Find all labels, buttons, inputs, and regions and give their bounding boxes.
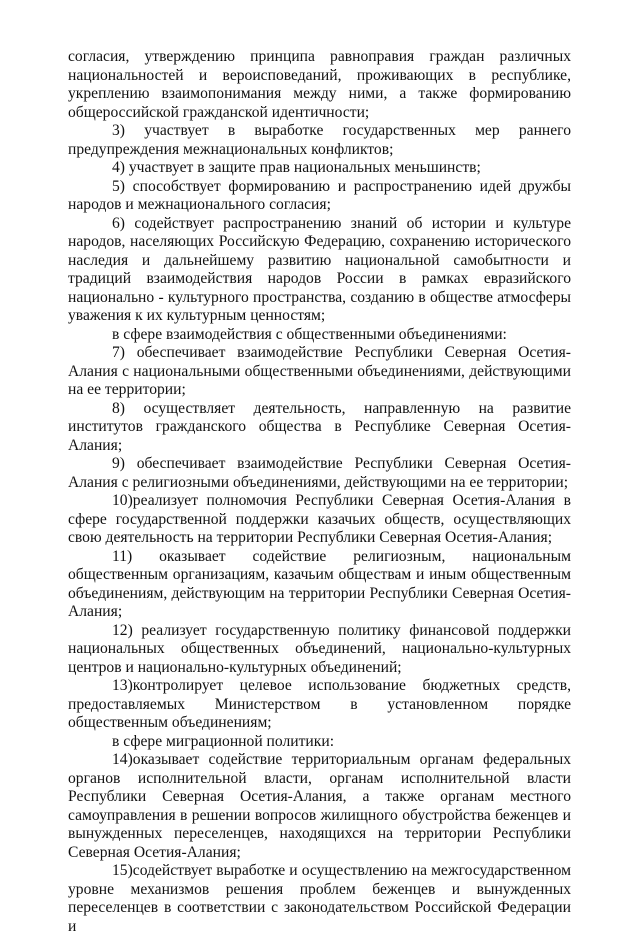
paragraph-item-8: 8) осуществляет деятельность, направленную на развитие институтов гражданского общества в Республике Северная Осетия-Алания; — [68, 399, 571, 454]
paragraph-item-5: 5) способствует формированию и распространению идей дружбы народов и межнационального согласия; — [68, 177, 571, 213]
paragraph-item-15: 15)содействует выработке и осуществлению на межгосударственном уровне механизмов решения проблем беженцев и вынужденных переселенцев в соответствии с законодательством Российской Федерации и — [68, 862, 571, 935]
paragraph-item-4: 4) участвует в защите прав национальных меньшинств; — [112, 159, 481, 176]
paragraph-item-10: 10)реализует полномочия Республики Северная Осетия-Алания в сфере государственной поддержки казачьих обществ, осуществляющих свою деятельность на территории Республики Северная Осетия-Алания; — [68, 492, 571, 546]
paragraph-item-14: 14)оказывает содействие территориальным органам федеральных органов исполнительной власти, органам исполнительной власти Республики Северная Осетия-Алания, а также органам местного самоуправления в решении вопросов жилищного обустройства беженцев и вынужденных переселенцев, находящихся на территории Республики Северная Осетия-Алания; — [68, 751, 571, 861]
paragraph-item-7: 7) обеспечивает взаимодействие Республики Северная Осетия-Алания с национальными общественными объединениями, действующими на ее территории; — [68, 344, 571, 398]
paragraph-item-9: 9) обеспечивает взаимодействие Республики Северная Осетия-Алания с религиозными объединениями, действующими на ее территории; — [68, 455, 571, 491]
paragraph-continuation: согласия, утверждению принципа равноправия граждан различных национальностей и вероисповеданий, проживающих в республике, укреплению взаимопонимания между ними, а также формированию общероссийской гражданской идентичности; — [68, 48, 571, 121]
paragraph-item-12: 12) реализует государственную политику финансовой поддержки национальных общественных объединений, национально-культурных центров и национально-культурных объединений; — [68, 621, 571, 676]
section-heading-migration-policy: в сфере миграционной политики: — [112, 732, 335, 750]
paragraph-item-3: 3) участвует в выработке государственных мер раннего предупреждения межнациональных конфликтов; — [68, 122, 571, 158]
paragraph-item-6: 6) содействует распространению знаний об истории и культуре народов, населяющих Российскую Федерацию, сохранению исторического наследия и дальнейшему развитию национальной самобытности и традиций взаимодействия народов России в рамках евразийского национально - культурного пространства, созданию в обществе атмосферы уважения к их культурным ценностям; — [68, 214, 571, 324]
document-page — [68, 48, 571, 936]
paragraph-item-11: 11) оказывает содействие религиозным, национальным общественным организациям, казачьим обществам и иным общественным объединениям, действующим на территории Республики Северная Осетия-Алания; — [68, 547, 571, 620]
paragraph-item-13: 13)контролирует целевое использование бюджетных средств, предоставляемых Министерством в установленном порядке общественным объединениям; — [68, 677, 571, 731]
section-heading-public-associations: в сфере взаимодействия с общественными объединениями: — [112, 325, 507, 343]
